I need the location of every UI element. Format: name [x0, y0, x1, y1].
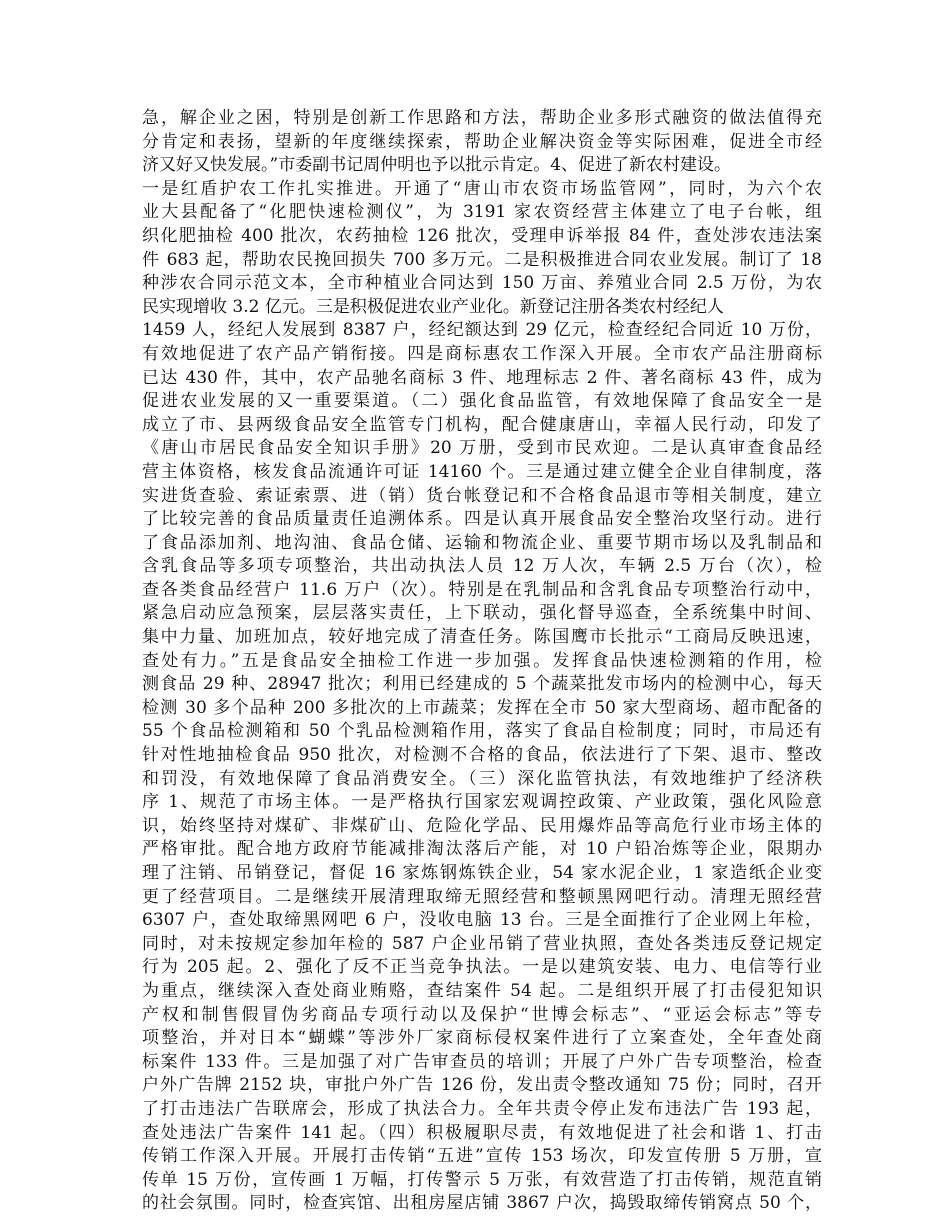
text-line: 项整治，并对日本“蝴蝶”等涉外厂家商标侵权案件进行了立案查处，全年查处商: [142, 1028, 822, 1049]
text-line: 急，解企业之困，特别是创新工作思路和方法，帮助企业多形式融资的做法值得充: [142, 108, 822, 128]
text-line: 行为 205 起。2、强化了反不正当竞争执法。一是以建筑安装、电力、电信等行业: [142, 957, 822, 978]
text-line: 55 个食品检测箱和 50 个乳品检测箱作用，落实了食品自检制度；同时，市局还有: [142, 721, 822, 742]
text-line: 种涉农合同示范文本，全市种植业合同达到 150 万亩、养殖业合同 2.5 万份，为农: [142, 273, 822, 294]
text-line: 含乳食品等多项专项整治，共出动执法人员 12 万人次，车辆 2.5 万台（次），检: [142, 556, 823, 577]
text-line: 传销工作深入开展。开展打击传销“五进”宣传 153 场次，印发宣传册 5 万册，宣: [142, 1146, 822, 1167]
text-line: 《唐山市居民食品安全知识手册》20 万册，受到市民欢迎。二是认真审查食品经: [142, 438, 822, 459]
text-line: 理了注销、吊销登记，督促 16 家炼钢炼铁企业，54 家水泥企业，1 家造纸企业变: [142, 863, 822, 883]
text-line: 针对性地抽检食品 950 批次，对检测不合格的食品，依法进行了下架、退市、整改: [142, 745, 822, 766]
text-line: 户外广告牌 2152 块，审批户外广告 126 份，发出责令整改通知 75 份；同时，召开: [142, 1075, 822, 1096]
text-line: 有效地促进了农产品产销衔接。四是商标惠农工作深入开展。全市农产品注册商标: [142, 343, 822, 364]
text-line: 促进农业发展的又一重要渠道。（二）强化食品监管，有效地保障了食品安全一是: [142, 391, 822, 412]
text-line: 业大县配备了“化肥快速检测仪”，为 3191 家农资经营主体建立了电子台帐，组: [142, 202, 822, 223]
text-line: 检测 30 多个品种 200 多批次的上市蔬菜；发挥在全市 50 家大型商场、超市配备的: [142, 697, 822, 718]
text-line: 标案件 133 件。三是加强了对广告审查员的培训；开展了户外广告专项整治，检查: [142, 1051, 822, 1072]
text-line: 识，始终坚持对煤矿、非煤矿山、危险化学品、民用爆炸品等高危行业市场主体的: [142, 815, 822, 836]
text-line: 分肯定和表扬，望新的年度继续探索，帮助企业解决资金等实际困难，促进全市经: [142, 131, 822, 152]
text-line: 实进货查验、索证索票、进（销）货台帐登记和不合格食品退市等相关制度，建立: [142, 485, 822, 506]
text-line: 序 1、规范了市场主体。一是严格执行国家宏观调控政策、产业政策，强化风险意: [142, 792, 822, 813]
text-line: 和罚没，有效地保障了食品消费安全。（三）深化监管执法，有效地维护了经济秩: [142, 768, 822, 789]
text-line: 民实现增收 3.2 亿元。三是积极促进农业产业化。新登记注册各类农村经纪人: [142, 296, 724, 317]
text-line: 严格审批。配合地方政府节能减排淘汰落后产能，对 10 户铅冶炼等企业，限期办: [142, 839, 822, 860]
text-line: 6307 户，查处取缔黑网吧 6 户，没收电脑 13 台。三是全面推行了企业网上年检，: [142, 910, 822, 931]
text-line: 产权和制售假冒伪劣商品专项行动以及保护“世博会标志”、“亚运会标志”等专: [142, 1004, 822, 1025]
text-line: 了食品添加剂、地沟油、食品仓储、运输和物流企业、重要节期市场以及乳制品和: [142, 532, 822, 553]
text-line: 更了经营项目。二是继续开展清理取缔无照经营和整顿黑网吧行动。清理无照经营: [142, 886, 822, 907]
text-line: 查处违法广告案件 141 起。（四）积极履职尽责，有效地促进了社会和谐 1、打击: [142, 1122, 822, 1143]
text-line: 营主体资格，核发食品流通许可证 14160 个。三是通过建立健全企业自律制度，落: [142, 461, 822, 482]
text-line: 的社会氛围。同时，检查宾馆、出租房屋店铺 3867 户次，捣毁取缔传销窝点 50 个，: [142, 1193, 822, 1214]
text-line: 成立了市、县两级食品安全监管专门机构，配合健康唐山，幸福人民行动，印发了: [142, 414, 822, 435]
text-line: 查各类食品经营户 11.6 万户（次）。特别是在乳制品和含乳食品专项整治行动中，: [142, 579, 822, 600]
text-line: 为重点，继续深入查处商业贿赂，查结案件 54 起。二是组织开展了打击侵犯知识: [142, 980, 822, 1001]
text-line: 同时，对未按规定参加年检的 587 户企业吊销了营业执照，查处各类违反登记规定: [142, 933, 822, 954]
text-line: 传单 15 万份，宣传画 1 万幅，打传警示 5 万张，有效营造了打击传销，规范直销: [142, 1169, 822, 1190]
text-line: 了比较完善的食品质量责任追溯体系。四是认真开展食品安全整治攻坚行动。进行: [142, 509, 822, 530]
text-line: 一是红盾护农工作扎实推进。开通了“唐山市农资市场监管网”，同时，为六个农: [142, 178, 822, 199]
text-line: 已达 430 件，其中，农产品驰名商标 3 件、地理标志 2 件、著名商标 43 件，成为: [142, 367, 822, 388]
text-line: 紧急启动应急预案，层层落实责任，上下联动，强化督导巡查，全系统集中时间、: [142, 603, 822, 624]
text-line: 1459 人，经纪人发展到 8387 户，经纪额达到 29 亿元，检查经纪合同近 10 万份，: [142, 320, 822, 341]
text-line: 查处有力。”五是食品安全抽检工作进一步加强。发挥食品快速检测箱的作用，检: [142, 650, 822, 671]
text-line: 集中力量、加班加点，较好地完成了清查任务。陈国鹰市长批示“工商局反映迅速，: [142, 627, 822, 648]
text-line: 了打击违法广告联席会，形成了执法合力。全年共责令停止发布违法广告 193 起，: [142, 1098, 822, 1119]
text-line: 件 683 起，帮助农民挽回损失 700 多万元。二是积极推进合同农业发展。制订了 18: [142, 249, 822, 270]
text-line: 济又好又快发展。”市委副书记周仲明也予以批示肯定。4、促进了新农村建设。: [142, 155, 732, 176]
body-text: [142, 107, 822, 1216]
text-line: 测食品 29 种、28947 批次；利用已经建成的 5 个蔬菜批发市场内的检测中心，每天: [142, 674, 822, 695]
text-line: 织化肥抽检 400 批次，农药抽检 126 批次，受理申诉举报 84 件，查处涉农违法案: [142, 225, 822, 246]
